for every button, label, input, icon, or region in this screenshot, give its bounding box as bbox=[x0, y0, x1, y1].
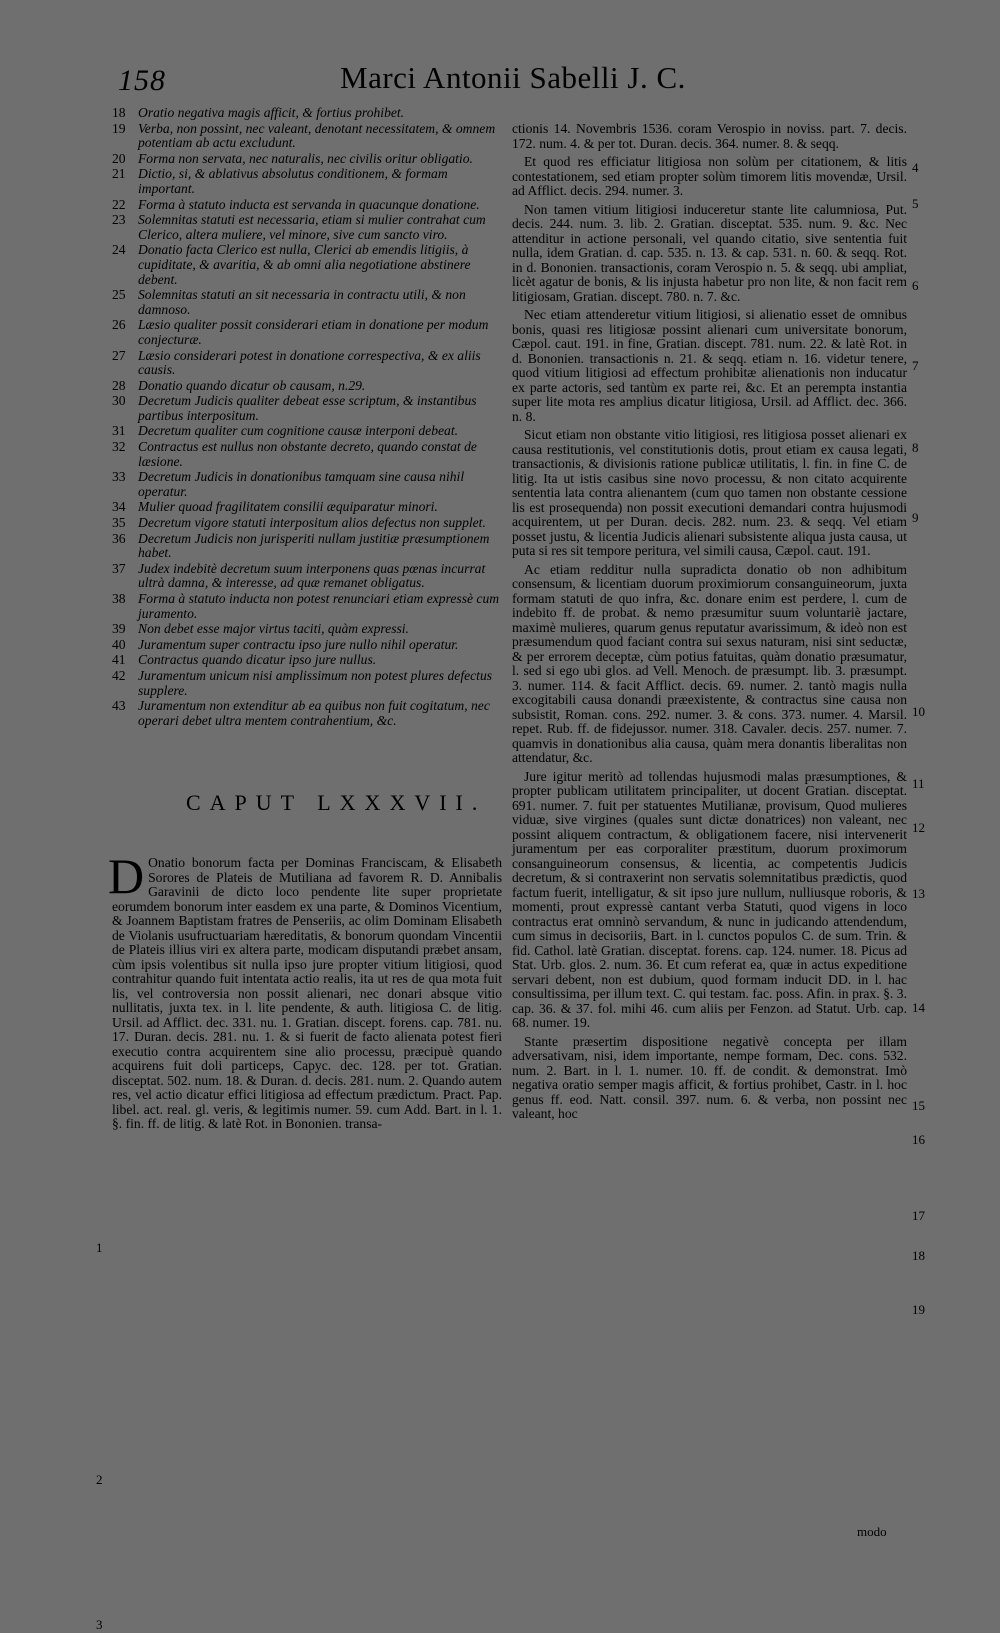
right-body-paragraph: ctionis 14. Novembris 1536. coram Verospio in noviss. part. 7. decis. 172. num. 4. & per tot. Duran. decis. 364. numer. 8. & seqq. bbox=[512, 121, 907, 151]
summary-text: Læsio qualiter possit considerari etiam in donatione per modum conjecturæ. bbox=[138, 317, 489, 347]
margin-number: 17 bbox=[912, 1208, 925, 1223]
summary-text: Læsio considerari potest in donatione correspectiva, & ex aliis causis. bbox=[138, 347, 481, 378]
margin-number: 13 bbox=[912, 886, 925, 901]
summary-number: 39 bbox=[112, 621, 126, 637]
page-header bbox=[118, 60, 698, 104]
summary-number: 20 bbox=[112, 150, 126, 166]
right-column bbox=[512, 122, 907, 1126]
right-body-paragraph: Ac etiam redditur nulla supradicta donatio ob non adhibitum consensum, & licentiam duorum proximiorum consanguineorum, juxta formam statuti de quo infra, &c. donare enim est perdere, l. cum de indebito ff. de probat. & nemo præsumitur suum voluntariè jactare, maximè mulieres, quarum genus reputatur avarissimum, & ideò non est præsumendum quod faciant contra sui sexus naturam, nisi sint seductæ, & per errorem deceptæ, cùm potius fatuitas, quàm donatio præsumatur, l. sed si ego ubi glos. ad Vell. Menoch. de præsumpt. lib. 3. præsumpt. 3. numer. 114. & facit Afflict. decis. 69. numer. 2. tantò magis nulla excogitabili causa donandi præexistente, & contractus sine causa non subsistit, Roman. cons. 292. numer. 3. & cons. 373. numer. 4. Marsil. repet. Rub. ff. de fidejussor. numer. 318. Cavaler. decis. 257. numer. 7. quamvis in donationibus alia causa, quàm mera donantis liberalitas non attendatur, &c. bbox=[512, 561, 907, 765]
right-body-paragraph: Sicut etiam non obstante vitio litigiosi, res litigiosa posset alienari ex causa restitutionis, vel constitutionis dotis, prout etiam ex causa legati, transactionis, & divisionis ratione publicæ utilitatis, l. fin. in fine C. de litig. Ita ut istis casibus sine novo processu, & non citato acquirente sententia lata contra alienantem (cum quo tamen non obstante cessione lis est prosequenda) non possit executioni demandari contra hujusmodi acquirentem, ut per Duran. decis. 282. num. 23. & seqq. Vel etiam posset justu, & licentia Judicis alienari subsistente aliqua justa causa, ut puta si res sit tempore peritura, vel simili causa, Cæpol. caut. 191. bbox=[512, 427, 907, 558]
summary-text: Contractus est nullus non obstante decreto, quando constat de læsione. bbox=[138, 439, 477, 469]
right-body-paragraph: Stante præsertim dispositione negativè concepta per illam adversativam, nisi, idem importante, nempe formam, Dec. cons. 532. num. 2. Bart. in l. 1. numer. 10. ff. de condit. & demonstrat. Imò negativa oratio semper magis afficit, & fortius prohibet, Castr. in l. hoc genus ff. eod. Natt. consil. 397. num. 6. & verba, non possint nec valeant, hoc bbox=[512, 1033, 907, 1121]
margin-number: 3 bbox=[96, 1617, 103, 1632]
summary-text: Juramentum super contractu ipso jure nullo nihil operatur. bbox=[138, 636, 459, 652]
summary-number: 37 bbox=[112, 560, 126, 576]
summary-text: Judex indebitè decretum suum interponens quas pœnas incurrat ultrà damna, & interesse, ad quæ remanet obligatus. bbox=[138, 560, 486, 591]
summary-number: 23 bbox=[112, 212, 126, 228]
summary-item bbox=[112, 349, 502, 378]
summary-number: 22 bbox=[112, 196, 126, 212]
summary-list bbox=[112, 106, 502, 728]
summary-text: Forma non servata, nec naturalis, nec civilis oritur obligatio. bbox=[138, 150, 473, 166]
margin-number: 12 bbox=[912, 820, 925, 835]
summary-item bbox=[112, 106, 502, 121]
summary-text: Solemnitas statuti an sit necessaria in contractu utili, & non damnoso. bbox=[138, 287, 466, 317]
summary-text: Dictio, si, & ablativus absolutus conditionem, & formam important. bbox=[138, 166, 448, 196]
summary-text: Decretum vigore statuti interpositum alios defectus non supplet. bbox=[138, 515, 486, 531]
margin-number: 2 bbox=[96, 1472, 103, 1487]
drop-cap: D bbox=[108, 848, 145, 905]
summary-item bbox=[112, 699, 502, 728]
summary-text: Juramentum non extenditur ab ea quibus non fuit cogitatum, nec operari debet ultra mentem contrahentium, &c. bbox=[138, 698, 490, 728]
margin-number: 19 bbox=[912, 1302, 925, 1317]
margin-number: 16 bbox=[912, 1132, 925, 1147]
summary-number: 21 bbox=[112, 166, 126, 182]
summary-text: Juramentum unicum nisi amplissimum non potest plures defectus supplere. bbox=[138, 667, 493, 698]
margin-number: 8 bbox=[912, 440, 919, 455]
summary-item bbox=[112, 638, 502, 653]
summary-item bbox=[112, 167, 502, 196]
margin-number: 7 bbox=[912, 358, 919, 373]
summary-number: 24 bbox=[112, 242, 126, 258]
margin-number: 15 bbox=[912, 1098, 925, 1113]
summary-number: 26 bbox=[112, 317, 126, 333]
page-number: 158 bbox=[118, 64, 166, 97]
summary-text: Solemnitas statuti est necessaria, etiam si mulier contrahat cum Clerico, altera muliere, vel minore, sive cum sancto viro. bbox=[138, 212, 486, 242]
margin-number: 14 bbox=[912, 1000, 925, 1015]
summary-text: Decretum Judicis qualiter debeat esse scriptum, & instantibus partibus interpositum. bbox=[138, 393, 477, 423]
summary-number: 25 bbox=[112, 287, 126, 303]
margin-number: 18 bbox=[912, 1248, 925, 1263]
right-body-paragraph: Nec etiam attenderetur vitium litigiosi, si alienatio esset de omnibus bonis, quasi res litigiosæ possint alienari cum universitate bonorum, Cæpol. caut. 191. in fine, Gratian. discept. 781. num. 22. & latè Rot. in d. Bononien. transactionis n. 21. & seqq. etiam n. 16. videtur tenere, quod vitium litigiosi ad effectum prohibitæ alienationis non inducatur ex parte actoris, sed tantùm ex parte rei, &c. Et an perempta instantia super lite mota res amplius dicatur litigiosa, Ursil. ad Afflict. dec. 366. n. 8. bbox=[512, 307, 907, 424]
summary-text: Contractus quando dicatur ipso jure nullus. bbox=[138, 652, 377, 668]
summary-number: 19 bbox=[112, 120, 126, 136]
summary-number: 35 bbox=[112, 515, 126, 531]
chapter-title: CAPUT LXXXVII. bbox=[186, 790, 487, 816]
summary-number: 38 bbox=[112, 591, 126, 606]
summary-item bbox=[112, 288, 502, 317]
summary-number: 34 bbox=[112, 499, 126, 515]
summary-item bbox=[112, 394, 502, 423]
margin-number: 9 bbox=[912, 510, 919, 525]
summary-number: 33 bbox=[112, 469, 126, 485]
margin-number: 10 bbox=[912, 704, 925, 719]
summary-item bbox=[112, 122, 502, 151]
catchword: modo bbox=[857, 1524, 887, 1539]
summary-number: 27 bbox=[112, 347, 126, 363]
summary-item bbox=[112, 470, 502, 499]
right-body-paragraph: Et quod res efficiatur litigiosa non solùm per citationem, & litis contestationem, sed etiam propter solùm timorem litis movendæ, Ursil. ad Afflict. decis. 294. numer. 3. bbox=[512, 154, 907, 198]
running-head: Marci Antonii Sabelli J. C. bbox=[340, 60, 686, 95]
summary-item bbox=[112, 669, 502, 698]
summary-item bbox=[112, 500, 502, 515]
summary-number: 32 bbox=[112, 439, 126, 455]
summary-number: 18 bbox=[112, 105, 126, 120]
left-body-paragraph bbox=[108, 848, 502, 1132]
summary-text: Non debet esse major virtus taciti, quàm expressi. bbox=[138, 621, 409, 637]
margin-number: 4 bbox=[912, 160, 919, 175]
summary-item bbox=[112, 379, 502, 394]
summary-item bbox=[112, 516, 502, 531]
summary-number: 42 bbox=[112, 667, 126, 683]
margin-number: 5 bbox=[912, 196, 919, 211]
summary-item bbox=[112, 424, 502, 439]
summary-text: Forma à statuto inducta non potest renunciari etiam expressè cum juramento. bbox=[138, 591, 500, 621]
summary-item bbox=[112, 213, 502, 242]
summary-number: 31 bbox=[112, 423, 126, 439]
margin-number: 11 bbox=[912, 776, 925, 791]
summary-item bbox=[112, 532, 502, 561]
summary-item bbox=[112, 440, 502, 469]
summary-number: 40 bbox=[112, 636, 126, 652]
summary-text: Donatio quando dicatur ob causam, n.29. bbox=[138, 377, 366, 393]
summary-text: Decretum Judicis non jurisperiti nullam justitiæ præsumptionem habet. bbox=[138, 530, 490, 561]
left-column bbox=[108, 105, 502, 1132]
summary-item bbox=[112, 653, 502, 668]
right-body-paragraph: Non tamen vitium litigiosi induceretur stante lite calumniosa, Put. decis. 244. num. 3. lib. 2. Gratian. disceptat. 535. num. 9. &c. Nec attenditur in actione personali, vel quando citatio, sive sententia fuit nulla, idem Gratian. d. cap. 535. n. 13. & cap. 531. n. 60. & seqq. Rot. in d. Bononien. transactionis, coram Verospio n. 5. & seqq. ubi ampliat, licèt agatur de bonis, & lis injusta habetur pro non lite, & non facit rem litigiosam, Gratian. discept. 780. n. 7. &c. bbox=[512, 201, 907, 304]
summary-number: 43 bbox=[112, 698, 126, 714]
left-body-text: Onatio bonorum facta per Dominas Franciscam, & Elisabeth Sorores de Plateis de Mutiliana ad favorem R. D. Annibalis Garavinii de dicto loco pendente lite super proprietate eorumdem bonorum inter easdem ex una parte, & Dominos Vicentium, & Joannem Baptistam fratres de Penseriis, ac olim Dominam Elisabeth de Violanis usufructuariam hæreditatis, & bonorum quondam Vincentii de Plateis illius viri ex altera parte, modicam disputandi præbet ansam, cùm ipsis volentibus sit nulla ipso jure propter vitium litigiosi, quod contrahitur quando fuit intentata actio realis, ita ut res de qua mota fuit lis, vel controversia non possit alienari, nec donari absque vitio nullitatis, juxta tex. in l. lite pendente, & auth. litigiosa C. de litig. Ursil. ad Afflict. dec. 331. nu. 1. Gratian. discept. forens. cap. 781. nu. 17. Duran. decis. 281. nu. 1. & si fuerit de facto alienata potest fieri executio contra acquirentem sine alio processu, præcipuè quando acquirens fuit doli particeps, Capyc. dec. 128. per tot. Gratian. disceptat. 502. num. 18. & Duran. d. decis. 281. num. 2. Quando autem res, vel actio dicatur effici litigiosa ad effectum prædictum. Pract. Pap. libel. act. real. gl. veris, & legitimis numer. 59. cum Add. Bart. in l. 1. §. fin. ff. de litig. & latè Rot. in Bononien. transa- bbox=[112, 855, 502, 1132]
summary-item bbox=[112, 318, 502, 347]
summary-text: Donatio facta Clerico est nulla, Clerici ab emendis litigiis, à cupiditate, & avaritia, & ab omni alia negotiatione abstinere debent. bbox=[138, 242, 471, 287]
summary-item bbox=[112, 592, 502, 621]
summary-number: 28 bbox=[112, 377, 126, 393]
summary-number: 36 bbox=[112, 530, 126, 546]
summary-item bbox=[112, 622, 502, 637]
summary-text: Oratio negativa magis afficit, & fortius prohibet. bbox=[138, 105, 405, 120]
summary-item bbox=[112, 198, 502, 213]
margin-number: 6 bbox=[912, 278, 919, 293]
right-body-paragraph: Jure igitur meritò ad tollendas hujusmodi malas præsumptiones, & propter publicam utilitatem principaliter, ut docent Gratian. disceptat. 691. numer. 7. fuit per statuentes Mutilianæ, provisum, Quod mulieres viduæ, sive virgines (quales sunt dictæ donatrices) non valeant, nec possint aliquem contractum, & obligationem facere, nisi intervenerit juramentum per eas corporaliter præstitum, duorum proximorum consanguineorum consensus, & licentia, ac competentis Judicis decretum, & si contraxerint non servatis solemnitatibus prædictis, quod factum fuerit, intelligatur, & sit ipso jure nullum, nulliusque roboris, & momenti, prout expressè cantant verba Statuti, quod vigens in loco contractus erat omninò servandum, & nunc in judicando attendendum, cum simus in decisoriis, Bart. in l. cunctos populos C. de sum. Trin. & fid. Cathol. latè Gratian. disceptat. forens. cap. 124. numer. 18. Picus ad Stat. Urb. glos. 2. num. 36. Et cum referat ea, quæ in actus expeditione servari debent, non est dubium, quod formam inducit DD. in l. hac consultissima, per illum text. C. qui testam. fac. poss. Afin. in prax. §. 3. cap. 36. & 37. fol. mihi 46. cum aliis per Fenzon. ad Statut. Urb. cap. 68. numer. 19. bbox=[512, 768, 907, 1030]
summary-text: Decretum Judicis in donationibus tamquam sine causa nihil operatur. bbox=[138, 469, 465, 499]
summary-item bbox=[112, 562, 502, 591]
summary-text: Decretum qualiter cum cognitione causæ interponi debeat. bbox=[138, 423, 459, 439]
margin-number: 1 bbox=[96, 1240, 103, 1255]
summary-text: Verba, non possint, nec valeant, denotant necessitatem, & omnem potentiam ab actu excludunt. bbox=[138, 120, 496, 151]
summary-text: Mulier quoad fragilitatem consilii æquiparatur minori. bbox=[138, 499, 438, 515]
summary-item bbox=[112, 152, 502, 167]
summary-number: 30 bbox=[112, 393, 126, 409]
summary-number: 41 bbox=[112, 652, 126, 668]
summary-item bbox=[112, 243, 502, 287]
summary-text: Forma à statuto inducta est servanda in quacunque donatione. bbox=[138, 196, 480, 212]
